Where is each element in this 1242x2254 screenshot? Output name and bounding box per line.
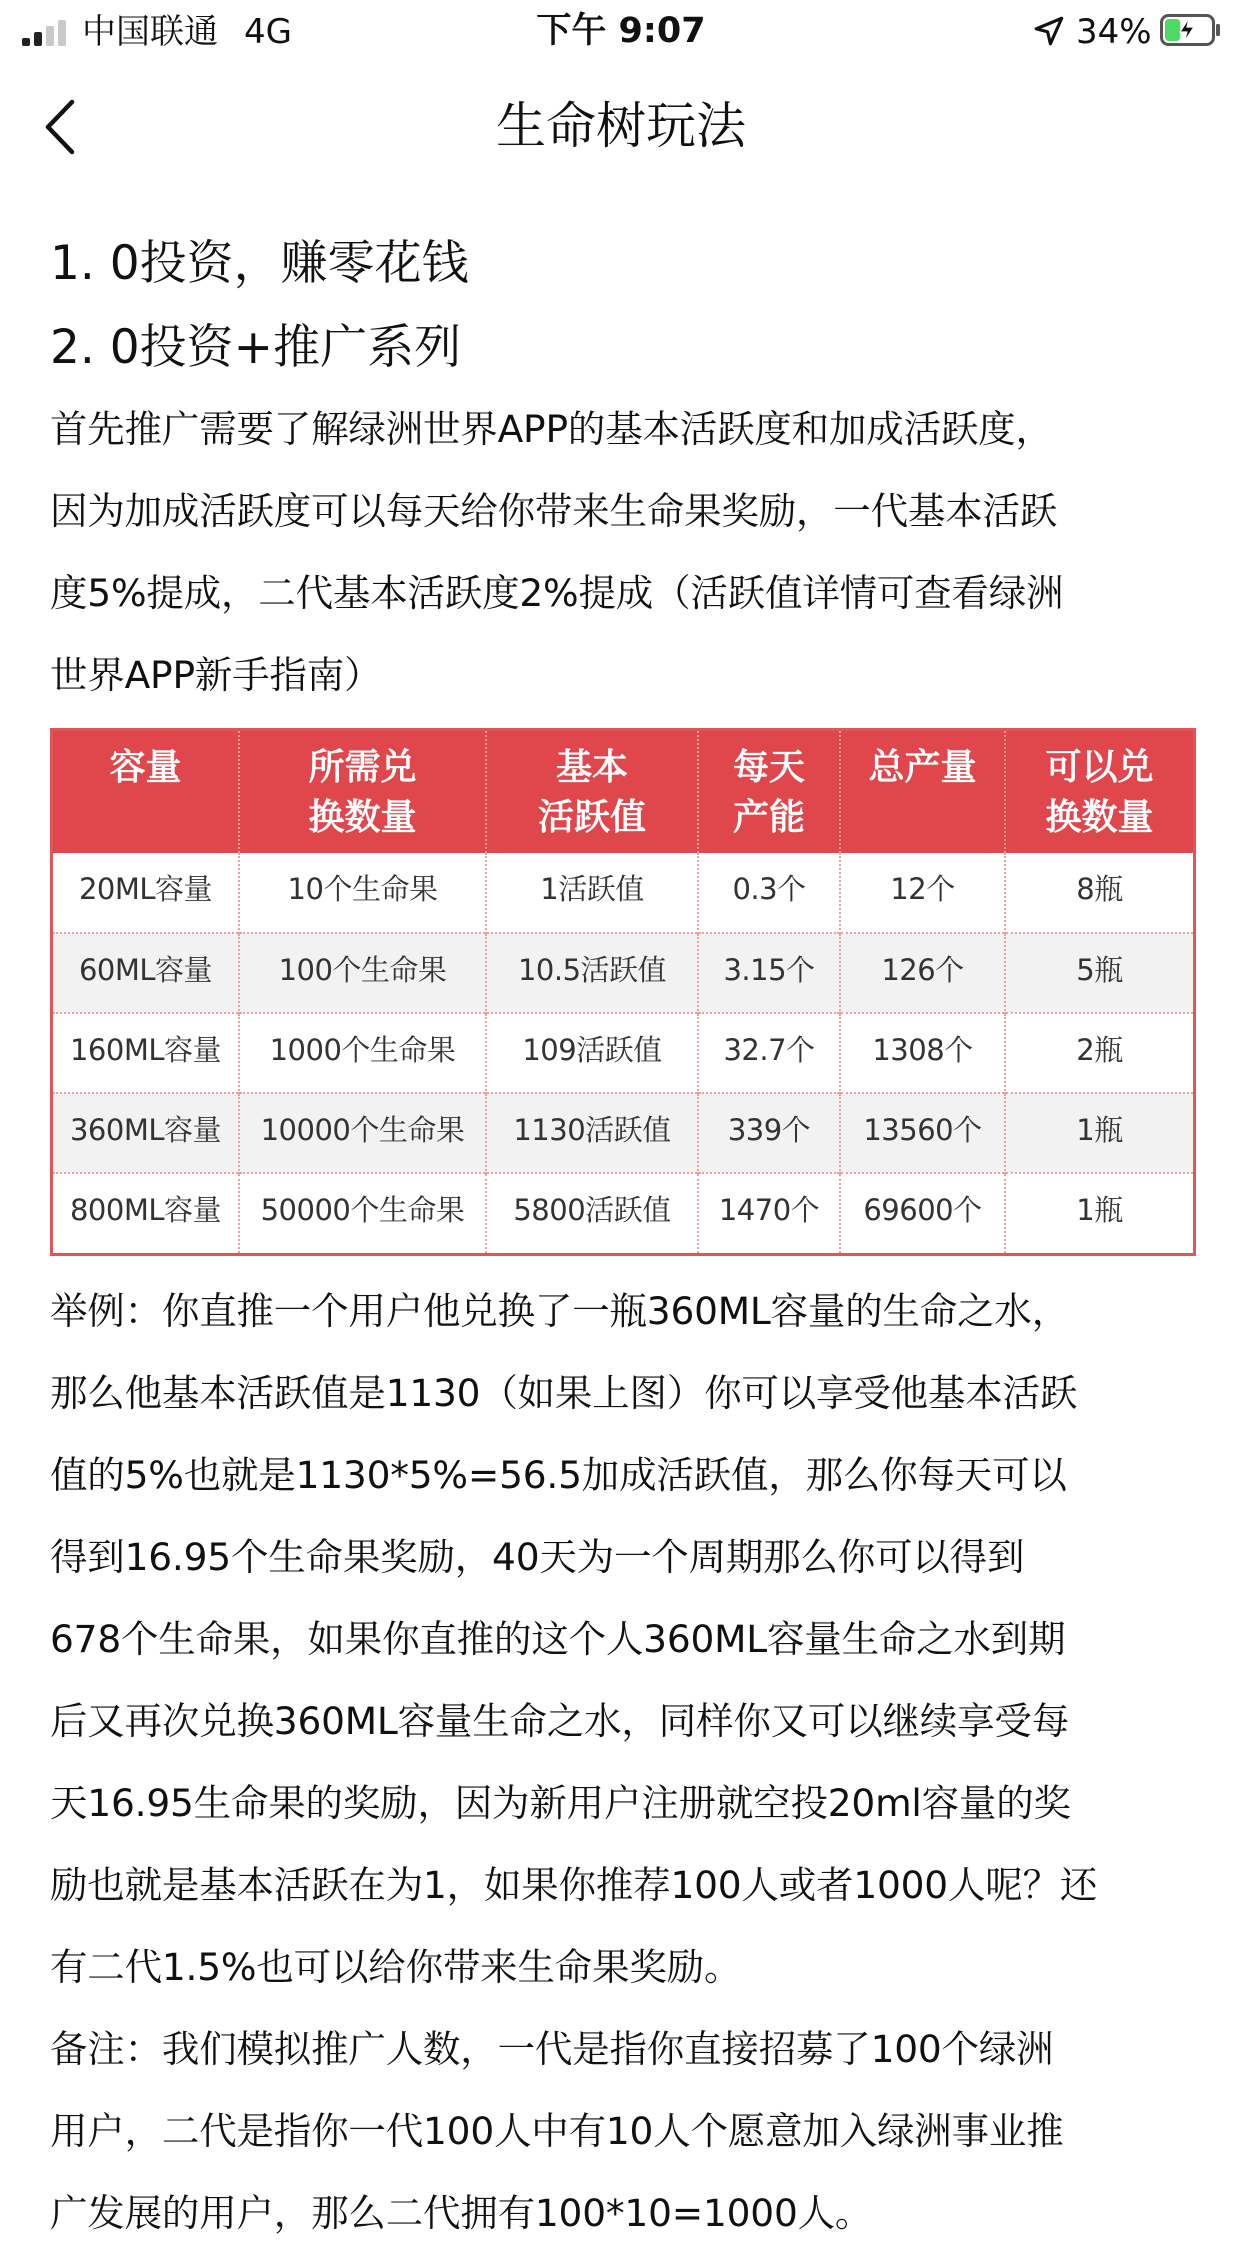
table-row: [53, 853, 1193, 933]
table-cell: 10000个生命果: [239, 1093, 486, 1173]
example-line: 得到16.95个生命果奖励，40天为一个周期那么你可以得到: [50, 1535, 1025, 1579]
table-row: [53, 1093, 1193, 1173]
battery-charging-icon: [1160, 14, 1222, 46]
table-row: [53, 933, 1193, 1013]
example-line: 678个生命果，如果你直推的这个人360ML容量生命之水到期: [50, 1617, 1066, 1661]
table-cell: 13560个: [840, 1093, 1005, 1173]
table-cell: 3.15个: [698, 933, 840, 1013]
header-basic-activity: 基本 活跃值: [486, 731, 698, 853]
note-line: 广发展的用户，那么二代拥有100*10=1000人。: [50, 2191, 873, 2235]
page-title: 生命树玩法: [496, 97, 746, 155]
example-line: 天16.95生命果的奖励，因为新用户注册就空投20ml容量的奖: [50, 1781, 1071, 1825]
table-cell: 5瓶: [1005, 933, 1193, 1013]
network-type: 4G: [244, 12, 292, 52]
status-time: 下午 9:07: [536, 11, 706, 51]
table-cell: 20ML容量: [78, 872, 213, 906]
table-cell: 800ML容量: [53, 1173, 239, 1253]
table-cell: 1470个: [698, 1173, 840, 1253]
heading-zero-investment: 1. 0投资，赚零花钱: [50, 236, 469, 291]
table-cell: 160ML容量: [53, 1013, 239, 1093]
battery-fill: [1165, 19, 1180, 41]
carrier-name: 中国联通: [82, 12, 218, 52]
table-cell: 10个生命果: [239, 853, 486, 933]
header-daily-output: 每天 产能: [698, 731, 840, 853]
intro-line: 因为加成活跃度可以每天给你带来生命果奖励，一代基本活跃: [50, 489, 1058, 533]
intro-paragraph: [50, 388, 1200, 716]
article-content: [50, 222, 1200, 2254]
example-line: 后又再次兑换360ML容量生命之水，同样你又可以继续享受每: [50, 1699, 1070, 1743]
table-cell: 339个: [698, 1093, 840, 1173]
intro-line: 度5%提成，二代基本活跃度2%提成（活跃值详情可查看绿洲: [50, 571, 1064, 615]
note-paragraph: [50, 2008, 1200, 2254]
table-header-row: [53, 731, 1193, 853]
table-cell: 109活跃值: [486, 1013, 698, 1093]
table-cell: 1000个生命果: [239, 1013, 486, 1093]
example-line: 励也就是基本活跃在为1，如果你推荐100人或者1000人呢？还: [50, 1863, 1098, 1907]
table-cell: 126个: [840, 933, 1005, 1013]
heading-zero-investment-promotion: 2. 0投资+推广系列: [50, 320, 462, 375]
status-bar: [0, 0, 1242, 66]
battery-percentage: 34%: [1076, 12, 1152, 52]
example-line: 那么他基本活跃值是1130（如果上图）你可以享受他基本活跃: [50, 1371, 1078, 1415]
table-cell: 1308个: [840, 1013, 1005, 1093]
table-cell: 100个生命果: [239, 933, 486, 1013]
example-paragraph: [50, 1270, 1200, 2008]
table-cell: 50000个生命果: [239, 1173, 486, 1253]
table-cell: 8瓶: [1005, 853, 1193, 933]
table-cell: 69600个: [840, 1173, 1005, 1253]
note-line: 备注：我们模拟推广人数，一代是指你直接招募了100个绿洲: [50, 2027, 1054, 2071]
example-line: 值的5%也就是1130*5%=56.5加成活跃值，那么你每天可以: [50, 1453, 1067, 1497]
header-capacity: 容量: [53, 731, 239, 853]
location-arrow-icon: [1032, 14, 1066, 48]
table-cell: 1130活跃值: [486, 1093, 698, 1173]
table-row: [53, 1173, 1193, 1253]
header-total-output: 总产量: [840, 731, 1005, 853]
table-cell: 2瓶: [1005, 1013, 1193, 1093]
table-cell: 12个: [840, 853, 1005, 933]
table-cell: 5800活跃值: [486, 1173, 698, 1253]
header-required-exchange: 所需兑 换数量: [239, 731, 486, 853]
table-cell: 0.3个: [698, 853, 840, 933]
header-exchangeable: 可以兑 换数量: [1005, 731, 1193, 853]
example-line: 有二代1.5%也可以给你带来生命果奖励。: [50, 1945, 742, 1989]
table-row: [53, 1013, 1193, 1093]
intro-line: 首先推广需要了解绿洲世界APP的基本活跃度和加成活跃度，: [50, 407, 1053, 451]
note-line: 用户，二代是指你一代100人中有10人个愿意加入绿洲事业推: [50, 2109, 1064, 2153]
table-cell: 1瓶: [1005, 1173, 1193, 1253]
table-cell: 360ML容量: [53, 1093, 239, 1173]
table-cell: 1活跃值: [486, 853, 698, 933]
intro-line: 世界APP新手指南）: [50, 653, 382, 697]
capacity-table: [50, 728, 1196, 1256]
table-cell: 1瓶: [1005, 1093, 1193, 1173]
table-cell: 10.5活跃值: [486, 933, 698, 1013]
example-line: 举例：你直推一个用户他兑换了一瓶360ML容量的生命之水，: [50, 1289, 1070, 1333]
table-cell: 32.7个: [698, 1013, 840, 1093]
table-cell: 60ML容量: [53, 933, 239, 1013]
